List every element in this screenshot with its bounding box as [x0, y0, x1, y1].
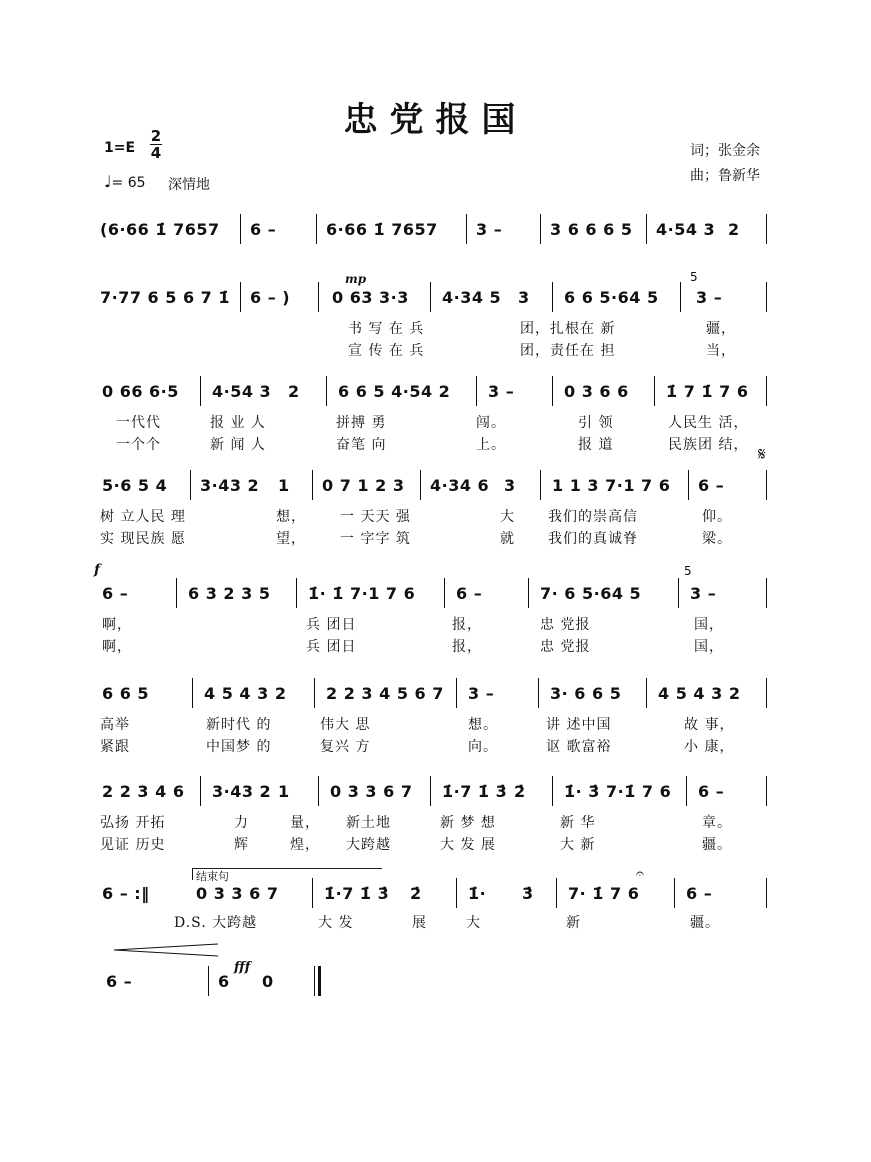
lyric-verse-2: 紧跟: [100, 739, 130, 755]
lyricist: 词；张金余: [690, 143, 760, 159]
lyric-verse-1: 人民生 活，: [668, 415, 749, 431]
measure: 3 –: [468, 684, 495, 703]
lyric-verse-1: 章。: [702, 815, 732, 831]
lyric-verse-1: 兵 团日: [306, 617, 357, 633]
lyric-verse-2: 忠 党报: [540, 639, 591, 655]
measure: 3: [504, 476, 516, 495]
time-sig-bottom: 4: [150, 144, 162, 162]
lyric-verse-2: 辉: [234, 837, 249, 853]
lyric-verse-1: 展: [412, 915, 427, 931]
measure: 0: [262, 972, 274, 991]
lyric-verse-1: 疆，: [706, 321, 736, 337]
lyric-verse-1: 引 领: [578, 415, 614, 431]
measure: 2 2 3 4 5 6 7: [326, 684, 444, 703]
measure: 6 – :‖: [102, 884, 150, 903]
measure: 6 –: [102, 584, 129, 603]
lyric-verse-2: 中国梦 的: [206, 739, 272, 755]
barline: [240, 214, 241, 244]
lyric-verse-2: 煌，: [290, 837, 320, 853]
barline: [766, 282, 767, 312]
measure: 6 –: [250, 220, 277, 239]
measure: 3 6 6 6 5: [550, 220, 633, 239]
dynamic-fff: fff: [234, 960, 251, 975]
lyric-verse-1: 新土地: [346, 815, 391, 831]
tempo-mark: ♩= 65: [104, 172, 146, 191]
barline: [538, 678, 539, 708]
lyric-verse-1: 大: [466, 915, 481, 931]
barline: [528, 578, 529, 608]
lyric-verse-1: 忠 党报: [540, 617, 591, 633]
barline: [192, 678, 193, 708]
lyric-verse-1: 想，: [276, 509, 306, 525]
barline: [316, 214, 317, 244]
measure: 3 –: [488, 382, 515, 401]
lyric-verse-2: 望，: [276, 531, 306, 547]
measure: 3· 6 6 5: [550, 684, 622, 703]
measure: 5·6 5 4: [102, 476, 168, 495]
expression-mark: 深情地: [168, 177, 210, 193]
lyric-verse-1: 想。: [468, 717, 498, 733]
final-barline-thin: [314, 966, 315, 996]
measure: 3 –: [696, 288, 723, 307]
lyric-verse-2: 我们的真诚脊: [548, 531, 638, 547]
measure: 6 3 2 3 5: [188, 584, 271, 603]
measure: 1 1 3 7·1 7 6: [552, 476, 671, 495]
measure: 3 –: [690, 584, 717, 603]
measure: 1: [278, 476, 290, 495]
barline: [476, 376, 477, 406]
time-sig-top: 2: [150, 127, 162, 145]
tuplet-five: 5: [690, 270, 698, 284]
barline: [552, 776, 553, 806]
barline: [314, 678, 315, 708]
lyric-verse-2: 大跨越: [346, 837, 391, 853]
lyric-verse-2: 奋笔 向: [336, 437, 387, 453]
lyric-verse-2: 见证 历史: [100, 837, 166, 853]
measure: 2̇: [410, 884, 422, 903]
measure: 1̇· 1̇ 7·1 7 6: [308, 584, 416, 603]
measure: 0 3 3 6 7: [330, 782, 413, 801]
measure: 4·34 6: [430, 476, 490, 495]
measure: 6 6 5 4·54 2: [338, 382, 451, 401]
composer: 曲；鲁新华: [690, 168, 760, 184]
lyric-verse-2: 当，: [706, 343, 736, 359]
dynamic-f: f: [94, 562, 101, 578]
lyric-verse-2: 上。: [476, 437, 506, 453]
lyric-verse-1: 高举: [100, 717, 130, 733]
measure: (6·66 1̇ 7657: [100, 220, 220, 239]
barline: [208, 966, 209, 996]
barline: [766, 578, 767, 608]
fermata-icon: 𝄐: [636, 866, 644, 882]
barline: [646, 678, 647, 708]
barline: [540, 470, 541, 500]
barline: [318, 776, 319, 806]
lyric-verse-2: 实 现民族 愿: [100, 531, 186, 547]
lyric-verse-2: 就: [500, 531, 515, 547]
ending-bracket: [192, 868, 382, 869]
lyric-verse-1: 讲 述中国: [546, 717, 612, 733]
barline: [654, 376, 655, 406]
barline: [456, 878, 457, 908]
barline: [190, 470, 191, 500]
barline: [680, 282, 681, 312]
dynamic-mp: mp: [345, 272, 367, 286]
lyric-verse-2: 兵 团日: [306, 639, 357, 655]
lyric-verse-1: 一代代: [116, 415, 161, 431]
lyric-verse-1: 新 梦 想: [440, 815, 496, 831]
crescendo-icon: [112, 942, 222, 958]
measure: 2: [288, 382, 300, 401]
measure: 3: [518, 288, 530, 307]
barline: [466, 214, 467, 244]
lyric-verse-1: 仰。: [702, 509, 732, 525]
measure: 6 –: [686, 884, 713, 903]
barline: [766, 776, 767, 806]
lyric-verse-2: 讴 歌富裕: [546, 739, 612, 755]
lyric-verse-1: 啊，: [102, 617, 132, 633]
measure: 1̇·7 1̇ 3̇: [442, 782, 508, 801]
barline: [686, 776, 687, 806]
lyric-verse-2: 梁。: [702, 531, 732, 547]
lyric-verse-2: 疆。: [702, 837, 732, 853]
measure: 6 6 5: [102, 684, 150, 703]
measure: 2̇: [514, 782, 526, 801]
lyric-verse-1: 大 发: [318, 915, 354, 931]
tuplet-five: 5: [684, 564, 692, 578]
measure: 2: [728, 220, 740, 239]
measure: 0 3 6 6: [564, 382, 629, 401]
barline: [456, 678, 457, 708]
lyric-verse-2: 啊，: [102, 639, 132, 655]
lyric-verse-1: 新时代 的: [206, 717, 272, 733]
measure: 0 63 3·3: [332, 288, 409, 307]
measure: 2 2 3 4 6: [102, 782, 185, 801]
measure: 6 6 5·64 5: [564, 288, 659, 307]
crescendo-hairpin: [112, 942, 222, 962]
key-signature: 1=E: [104, 140, 136, 156]
measure: 3̇: [522, 884, 534, 903]
lyric-verse-2: 大 发 展: [440, 837, 496, 853]
lyric-verse-1: 书 写 在 兵: [348, 321, 425, 337]
barline: [552, 282, 553, 312]
lyric-verse-2: 一 字字 筑: [340, 531, 411, 547]
lyric-verse-2: 一个个: [116, 437, 161, 453]
measure: 0 7 1 2 3: [322, 476, 405, 495]
measure: 1̇·: [468, 884, 487, 903]
lyric-verse-1: 弘扬 开拓: [100, 815, 166, 831]
measure: 3 –: [476, 220, 503, 239]
lyric-verse-2: 团，责任在 担: [520, 343, 616, 359]
measure: 6 – ): [250, 288, 291, 307]
measure: 6 –: [106, 972, 133, 991]
lyric-verse-2: 民族团 结，: [668, 437, 749, 453]
barline: [430, 776, 431, 806]
measure: 4·34 5: [442, 288, 502, 307]
barline: [646, 214, 647, 244]
measure: 1: [278, 782, 290, 801]
barline: [766, 470, 767, 500]
lyric-verse-2: 宣 传 在 兵: [348, 343, 425, 359]
lyric-verse-2: 大 新: [560, 837, 596, 853]
lyric-verse-1: 我们的崇高信: [548, 509, 638, 525]
barline: [688, 470, 689, 500]
barline: [312, 878, 313, 908]
barline: [444, 578, 445, 608]
measure: 4 5 4 3 2: [658, 684, 741, 703]
ending-bracket-label: 结束句: [196, 870, 229, 883]
lyric-verse-1: 拼搏 勇: [336, 415, 387, 431]
barline: [200, 776, 201, 806]
lyric-verse-1: 闯。: [476, 415, 506, 431]
barline: [420, 470, 421, 500]
lyric-verse-1: 报 业 人: [210, 415, 266, 431]
measure: 4·54 3: [656, 220, 716, 239]
barline: [766, 376, 767, 406]
measure: 1̇ 7 1̇ 7 6: [666, 382, 749, 401]
lyric-verse-1: 新 华: [560, 815, 596, 831]
barline: [552, 376, 553, 406]
lyric-verse-2: 报 道: [578, 437, 614, 453]
lyric-verse-1: 疆。: [690, 915, 720, 931]
measure: 6: [218, 972, 230, 991]
measure: 1̇·7 1̇ 3̇: [324, 884, 390, 903]
barline: [674, 878, 675, 908]
lyric-verse-1: 团，扎根在 新: [520, 321, 616, 337]
lyric-verse-1: 报，: [452, 617, 482, 633]
barline: [766, 678, 767, 708]
final-barline-thick: [318, 966, 321, 996]
measure: 7·77 6 5 6 7 1̇: [100, 288, 230, 307]
lyric-verse-1: 国，: [694, 617, 724, 633]
measure: 6 –: [698, 782, 725, 801]
lyric-verse-1: 大: [500, 509, 515, 525]
lyric-verse-1: 故 事，: [684, 717, 735, 733]
measure: 6 –: [456, 584, 483, 603]
lyric-verse-2: 复兴 方: [320, 739, 371, 755]
lyric-verse-2: 报，: [452, 639, 482, 655]
lyric-verse-1: 一 天天 强: [340, 509, 411, 525]
measure: 1̇· 3̇ 7·1̇ 7 6: [564, 782, 672, 801]
lyric-verse-2: 新 闻 人: [210, 437, 266, 453]
lyric-verse-2: 国，: [694, 639, 724, 655]
lyric-verse-1: 新: [566, 915, 581, 931]
measure: 7· 6 5·64 5: [540, 584, 642, 603]
measure: 0 3 3 6 7: [196, 884, 279, 903]
barline: [200, 376, 201, 406]
measure: 6 –: [698, 476, 725, 495]
barline: [766, 878, 767, 908]
time-signature: [150, 128, 162, 161]
song-title: 忠党报国: [343, 100, 528, 140]
barline: [296, 578, 297, 608]
measure: 4 5 4 3 2: [204, 684, 287, 703]
barline: [318, 282, 319, 312]
measure: 3·43 2: [200, 476, 260, 495]
lyric-verse-1: 树 立人民 理: [100, 509, 186, 525]
barline: [240, 282, 241, 312]
barline: [678, 578, 679, 608]
barline: [312, 470, 313, 500]
segno-icon: 𝄋: [758, 444, 766, 465]
lyric-verse-2: 向。: [468, 739, 498, 755]
measure: 6·66 1̇ 7657: [326, 220, 438, 239]
lyric-verse-1: 量，: [290, 815, 320, 831]
barline: [326, 376, 327, 406]
barline: [430, 282, 431, 312]
lyric-verse-2: 小 康，: [684, 739, 735, 755]
measure: 4·54 3: [212, 382, 272, 401]
lyric-verse-1: D.S. 大跨越: [174, 915, 258, 931]
measure: 0 66 6·5: [102, 382, 179, 401]
barline: [556, 878, 557, 908]
quarter-note-icon: ♩: [104, 172, 112, 191]
barline: [540, 214, 541, 244]
ending-bracket-left: [192, 868, 193, 880]
lyric-verse-1: 力: [234, 815, 249, 831]
barline: [766, 214, 767, 244]
lyric-verse-1: 伟大 思: [320, 717, 371, 733]
measure: 7· 1̇ 7 6: [568, 884, 640, 903]
measure: 3·43 2: [212, 782, 272, 801]
barline: [176, 578, 177, 608]
